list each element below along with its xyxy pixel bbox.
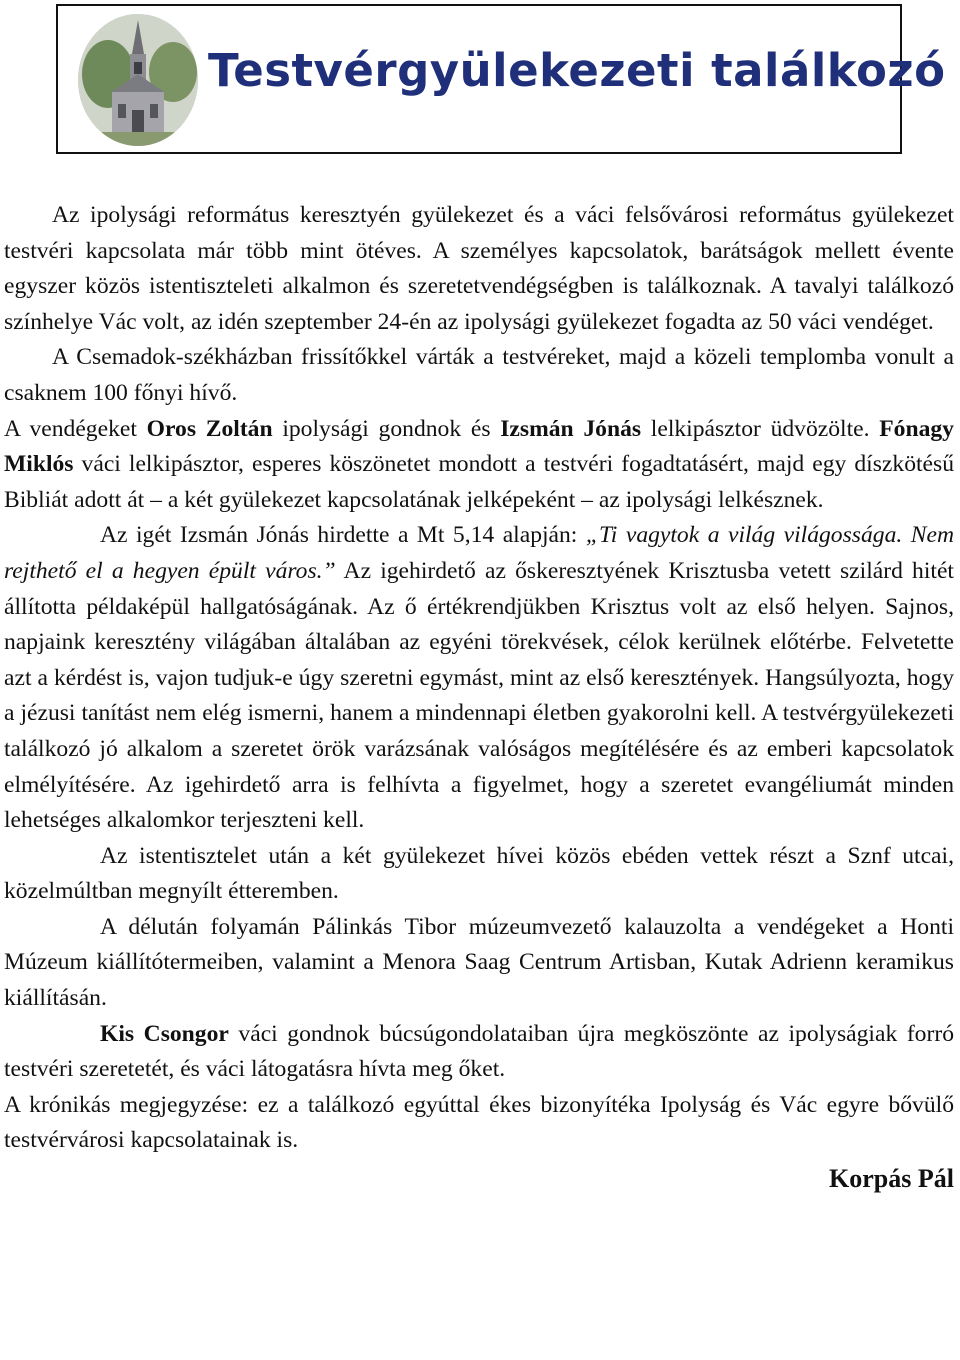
paragraph-greetings: [4, 412, 954, 519]
author-signature: Korpás Pál: [829, 1164, 954, 1194]
bible-quote: „Ti vagytok a világ világossága. Nem rejthető el a hegyen épült város.”: [4, 522, 954, 584]
paragraph-welcome: A Csemadok-székházban frissítőkkel várták a testvéreket, majd a közeli templomba vonult a csaknem 100 főnyi hívő.: [4, 344, 954, 406]
person-name: Izsmán Jónás: [500, 415, 642, 442]
paragraph-chronicler-note: A krónikás megjegyzése: ez a találkozó egyúttal ékes bizonyítéka Ipolyság és Vác egyre bővülő testvérvárosi kapcsolatainak is.: [4, 1091, 954, 1154]
paragraph-afternoon: A délután folyamán Pálinkás Tibor múzeumvezető kalauzolta a vendégeket a Honti Múzeum kiállítótermeiben, valamint a Menora Saag Centrum Artisban, Kutak Adrienn keramikus kiállításán.: [4, 913, 954, 1012]
paragraph-lunch: Az istentisztelet után a két gyülekezet hívei közös ebéden vettek részt a Sznf utcai, közelmúltban megnyílt étteremben.: [4, 842, 954, 905]
person-name: Oros Zoltán: [146, 415, 273, 442]
text-span: lelkipásztor üdvözölte.: [641, 415, 880, 442]
text-span: váci lelkipásztor, esperes köszönetet mondott a testvéri fogadtatásért, majd egy díszkötésű Bibliát adott át – a két gyülekezet kapcsolatának jelképeként – az ipolysági lelkésznek.: [4, 451, 954, 513]
page-title: Testvérgyülekezeti találkozó: [208, 44, 946, 97]
person-name: Fónagy Miklós: [4, 415, 954, 478]
paragraph-intro: Az ipolysági református keresztyén gyülekezet és a váci felsővárosi református gyülekezet testvéri kapcsolata már több mint ötéves. A személyes kapcsolatok, barátságok mellett évente egyszer közös istentiszteleti alkalmon és szeretetvendégségben is találkoznak. A tavalyi találkozó színhelye Vác volt, az idén szeptember 24-én az ipolysági gyülekezet fogadta az 50 váci vendéget.: [4, 202, 954, 335]
text-span: váci gondnok búcsúgondolataiban újra megköszönte az ipolyságiak forró testvéri szeretetét, és váci látogatásra hívta meg őket.: [4, 1020, 954, 1083]
text-span: Az igehirdető az őskeresztyének Krisztusba vetett szilárd hitét állította példaképül hallgatóságának. Az ő értékrendjükben Krisztus volt az első helyen. Sajnos, napjaink keresztény világában általában az egyéni törekvések, célok kerülnek előtérbe. Felvetette azt a kérdést is, vajon tudjuk-e úgy szeretni egymást, mint az első keresztények. Hangsúlyozta, hogy a jézusi tanítást nem elég ismerni, hanem a mindennapi életben gyakorolni kell. A testvérgyülekezeti találkozó jó alkalom a szeretet örök varázsának valóságos megítélésére és az emberi kapcsolatok elmélyítésére. Az igehirdető arra is felhívta a figyelmet, hogy a szeretet evangéliumát minden lehetséges alkalomkor terjeszteni kell.: [4, 557, 954, 834]
header-banner: [56, 4, 946, 154]
church-photo-icon: [78, 14, 198, 146]
text-span: A vendégeket: [4, 415, 147, 442]
text-span: Az igét Izsmán Jónás hirdette a Mt 5,14 alapján:: [100, 522, 586, 549]
text-span: ipolysági gondnok és: [272, 415, 501, 442]
paragraph-sermon: [4, 518, 954, 838]
person-name: Kis Csongor: [100, 1020, 229, 1047]
paragraph-farewell: [4, 1017, 954, 1088]
article-body: [4, 198, 954, 1197]
